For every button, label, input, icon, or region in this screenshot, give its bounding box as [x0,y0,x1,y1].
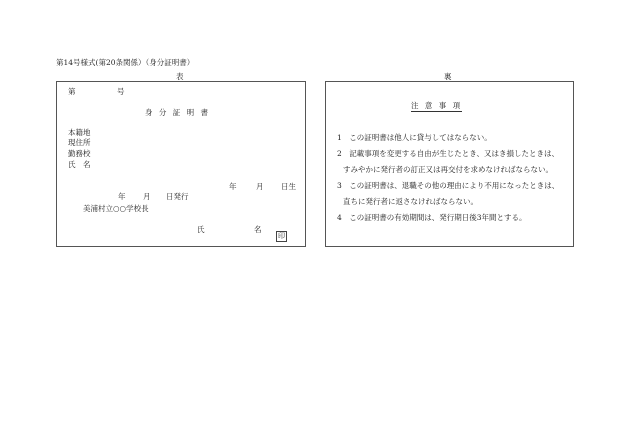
note-item: 4 この証明書の有効期間は、発行期日後3年間とする。 [337,213,527,222]
field-shimei: 氏 名 [68,160,91,169]
field-kinmuko: 勤務校 [68,149,91,158]
front-side-label: 表 [176,72,184,81]
note-item: 3 この証明書は、退職その他の理由により不用になったときは、 [337,181,560,190]
seal-icon [276,223,287,242]
issue-year-label: 年 [118,192,126,201]
notes-heading-text: 注 意 事 項 [411,101,463,110]
note-item: すみやかに発行者の訂正又は再交付を求めなければならない。 [343,165,553,174]
front-card [56,81,306,247]
birth-year-label: 年 [229,182,237,191]
notes-heading [411,100,462,111]
birth-month-label: 月 [256,182,264,191]
note-item: 2 記載事項を変更する自由が生じたとき、又はき損したときは、 [337,149,559,158]
seal-label: 印 [278,232,285,240]
birth-day-label: 日生 [281,182,296,191]
back-side-label: 裏 [444,72,452,81]
form-caption: 第14号様式(第20条関係）（身分証明書） [56,58,195,67]
number-dai: 第 [68,87,76,96]
issue-day-label: 日発行 [166,192,189,201]
note-item: 直ちに発行者に返さなければならない。 [343,197,478,206]
note-item: 1 この証明書は他人に貸与してはならない。 [337,133,492,142]
name-uji: 氏 [197,225,205,234]
number-go: 号 [117,87,125,96]
issuer: 美浦村立○○学校長 [83,204,149,213]
back-card [325,81,574,247]
card-title: 身 分 証 明 書 [145,108,211,117]
name-mei: 名 [254,225,262,234]
field-genjusho: 現住所 [68,138,91,147]
field-honseki: 本籍地 [68,128,91,137]
issue-month-label: 月 [143,192,151,201]
